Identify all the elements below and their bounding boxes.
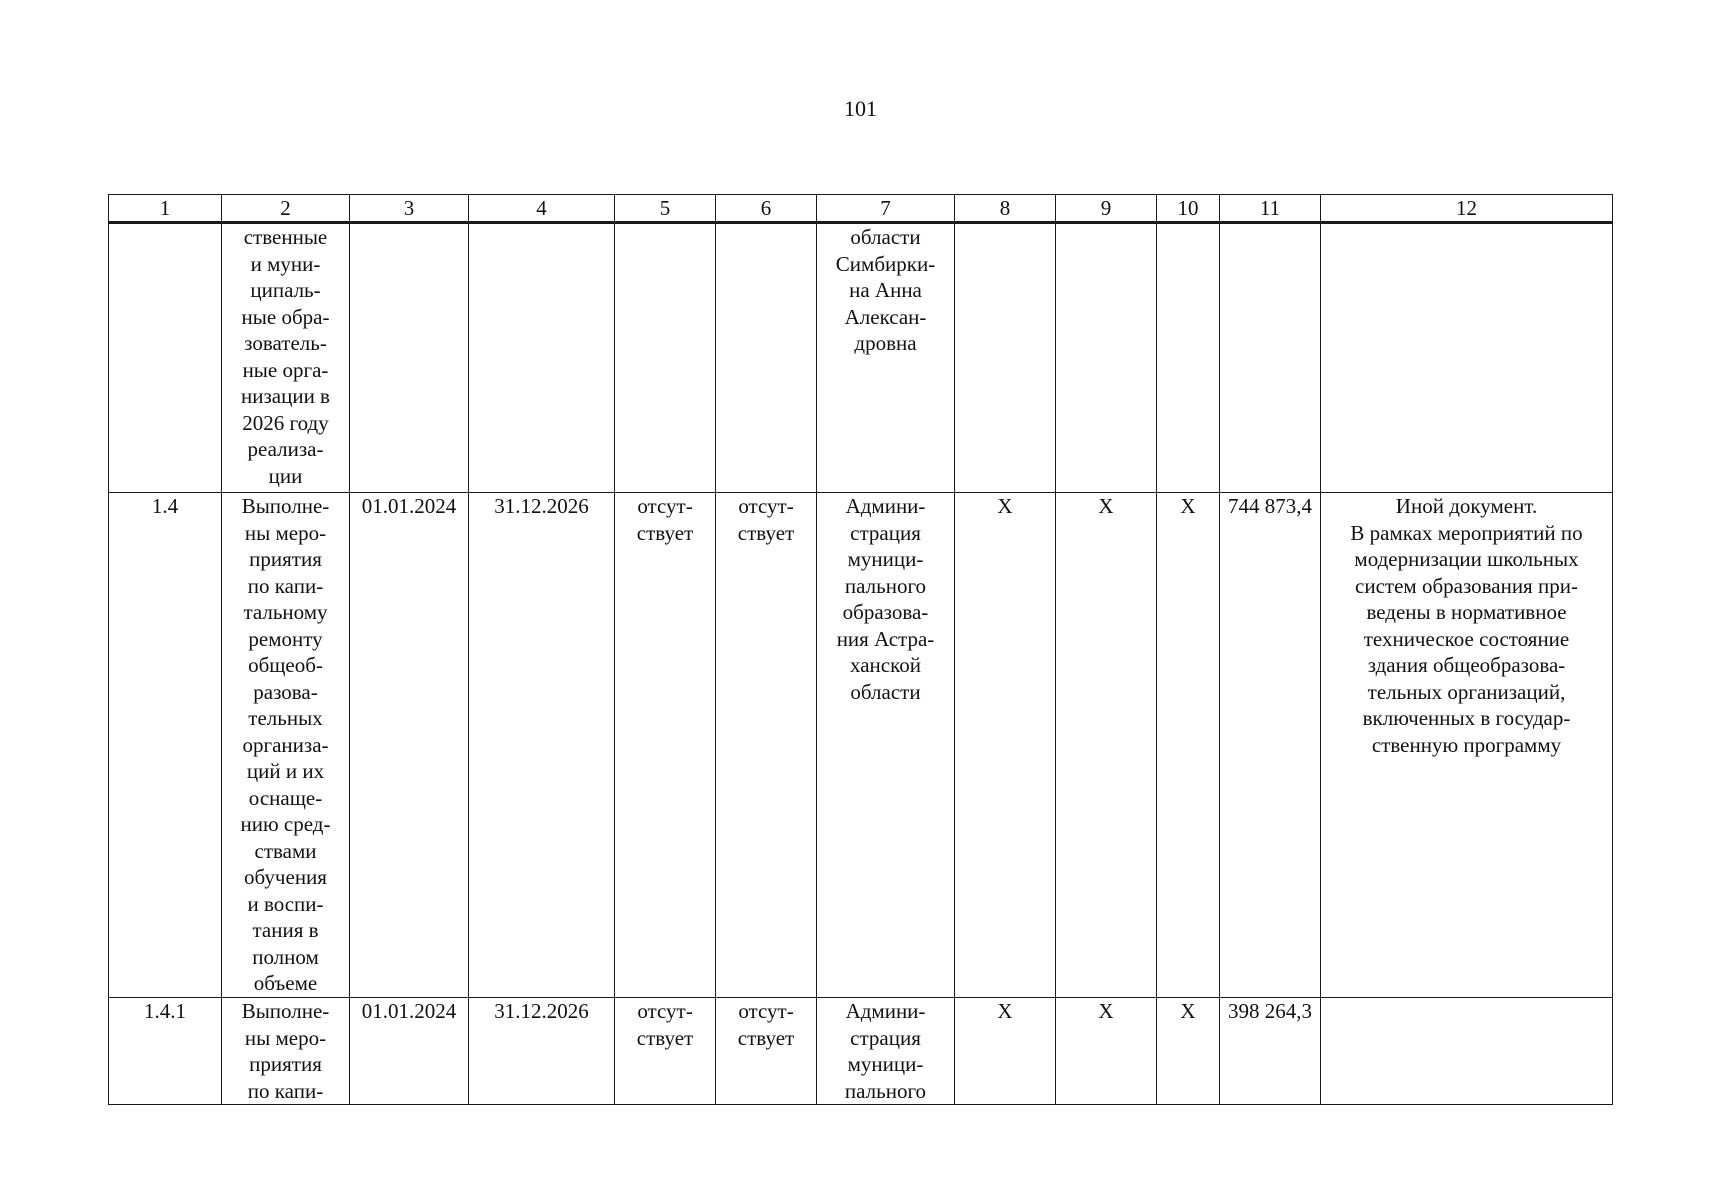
start-date-cell: 01.01.2024 — [350, 493, 469, 998]
table-row — [109, 998, 1613, 1105]
column-number: 6 — [716, 195, 817, 223]
amount-cell: 744 873,4 — [1220, 493, 1321, 998]
item-number-cell: 1.4 — [109, 493, 222, 998]
column-number: 9 — [1056, 195, 1157, 223]
column-number: 8 — [955, 195, 1056, 223]
column-8-cell — [955, 223, 1056, 493]
column-number: 2 — [222, 195, 350, 223]
measure-name-cell: Выполне- ны меро- приятия по капи- — [222, 998, 350, 1105]
start-date-cell: 01.01.2024 — [350, 998, 469, 1105]
end-date-cell: 31.12.2026 — [469, 493, 615, 998]
column-8-cell: X — [955, 493, 1056, 998]
amount-cell — [1220, 223, 1321, 493]
measure-name-cell: Выполне- ны меро- приятия по капи- тальному ремонту общеоб- разова- тельных организа- ций и их оснаще- нию сред- ствами обучения и воспи- тания в полном объеме — [222, 493, 350, 998]
table-row — [109, 493, 1613, 998]
item-number-cell — [109, 223, 222, 493]
column-8-cell: X — [955, 998, 1056, 1105]
column-9-cell — [1056, 223, 1157, 493]
measure-name-cell: ственные и муни- ципаль- ные обра- зователь- ные орга- низации в 2026 году реализа- ции — [222, 223, 350, 493]
end-date-cell — [469, 223, 615, 493]
column-number: 7 — [817, 195, 955, 223]
column-9-cell: X — [1056, 998, 1157, 1105]
column-number: 5 — [615, 195, 716, 223]
column-10-cell: X — [1157, 998, 1220, 1105]
document-note-cell — [1321, 998, 1613, 1105]
amount-cell: 398 264,3 — [1220, 998, 1321, 1105]
column-10-cell — [1157, 223, 1220, 493]
column-number-row — [109, 195, 1613, 223]
column-number: 10 — [1157, 195, 1220, 223]
column-5-cell — [615, 223, 716, 493]
column-number: 3 — [350, 195, 469, 223]
document-note-cell — [1321, 223, 1613, 493]
column-number: 4 — [469, 195, 615, 223]
column-number: 11 — [1220, 195, 1321, 223]
table-row — [109, 223, 1613, 493]
measures-table — [108, 194, 1613, 1105]
column-5-cell: отсут- ствует — [615, 998, 716, 1105]
responsible-cell: области Симбирки- на Анна Алексан- дровна — [817, 223, 955, 493]
start-date-cell — [350, 223, 469, 493]
document-note-cell: Иной документ. В рамках мероприятий по модернизации школьных систем образования при- ведены в нормативное техническое состояние здания общеобразова- тельных организаций, включенных в государ- ственную программу — [1321, 493, 1613, 998]
column-number: 1 — [109, 195, 222, 223]
end-date-cell: 31.12.2026 — [469, 998, 615, 1105]
column-9-cell: X — [1056, 493, 1157, 998]
responsible-cell: Админи- страция муници- пального — [817, 998, 955, 1105]
item-number-cell: 1.4.1 — [109, 998, 222, 1105]
column-5-cell: отсут- ствует — [615, 493, 716, 998]
column-number: 12 — [1321, 195, 1613, 223]
column-10-cell: X — [1157, 493, 1220, 998]
page-number: 101 — [844, 96, 877, 121]
column-6-cell: отсут- ствует — [716, 998, 817, 1105]
column-6-cell: отсут- ствует — [716, 493, 817, 998]
column-6-cell — [716, 223, 817, 493]
responsible-cell: Админи- страция муници- пального образова- ния Астра- ханской области — [817, 493, 955, 998]
